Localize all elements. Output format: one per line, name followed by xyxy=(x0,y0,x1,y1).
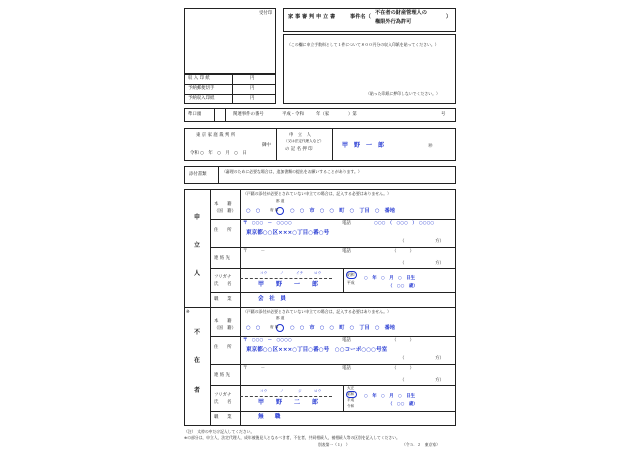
absentee-side-1: 不 xyxy=(194,329,201,336)
absentee-kokuseki-label: （国 籍） xyxy=(214,326,236,331)
related-case-label: 関連事件の番号 xyxy=(233,112,264,117)
applicant-address-label: 住 所 xyxy=(214,228,232,233)
footer-note-2: ※の部分は，申立人，法定代理人，成年被後見人となるべき者，不在者，共同相続人，被相続人等の区別を記入してください。 xyxy=(184,435,400,440)
applicant-furigana-2: ノ xyxy=(280,271,284,275)
court-onchu: 御中 xyxy=(262,143,271,148)
related-case-number: 号 xyxy=(441,112,446,117)
applicant-side-2: 立 xyxy=(194,242,201,249)
applicant-contact-postal: 〒 － xyxy=(243,249,265,254)
absentee-honseki-addr: ○ ○ 市 ○ ○ 町 ○ 丁目 ○ 番地 xyxy=(290,325,395,331)
case-name-close: ） xyxy=(446,14,452,20)
absentee-phone-paren: （ ） xyxy=(392,338,414,343)
applicant-honseki-value: ○ ○ xyxy=(246,208,261,214)
absentee-side-2: 在 xyxy=(194,357,201,364)
applicant-furigana-1: コウ xyxy=(260,271,268,275)
applicant-furigana-label: フリガナ xyxy=(214,275,232,280)
applicant-todo: 都 道 xyxy=(276,199,285,203)
revenue-stamp-note: （この欄に申立手数料として１件について８００円分の収入印紙を貼ってください。） xyxy=(287,42,439,47)
absentee-address-label: 住 所 xyxy=(214,345,232,350)
absentee-occupation-value: 無 職 xyxy=(258,414,281,420)
absentee-furigana-4: ロウ xyxy=(314,389,322,393)
applicant-occupation-value: 会 社 員 xyxy=(258,296,286,302)
absentee-contact-phone-label: 電話 xyxy=(342,366,351,371)
fee-label-stamp: 収 入 印 紙 xyxy=(188,76,210,81)
absentee-furigana-label: フリガナ xyxy=(214,393,232,398)
applicant-honseki-label: 本 籍 xyxy=(214,202,232,207)
filing-date: 令和 ○ 年 ○ 月 ○ 日 xyxy=(190,151,247,156)
applicant-occupation-label: 職 業 xyxy=(214,297,232,302)
absentee-phone-label: 電話 xyxy=(342,338,351,343)
applicant-name-label: 氏 名 xyxy=(214,282,232,287)
related-case-paren: ）第 xyxy=(348,112,357,117)
applicant-furigana-3: イチ xyxy=(296,271,304,275)
absentee-age: （ ○○ 歳） xyxy=(388,402,418,407)
applicant-era-showa: 昭和 xyxy=(347,272,355,277)
applicant-contact-phone-label: 電話 xyxy=(342,249,351,254)
absentee-era-taisho: 大正 xyxy=(347,386,355,390)
case-name-label: 事件名（ xyxy=(350,14,371,20)
absentee-name-value: 甲 野 二 郎 xyxy=(258,399,319,406)
absentee-contact-label: 連 絡 先 xyxy=(214,373,230,378)
applicant-seal-name: 甲 野 一 郎 xyxy=(342,142,385,149)
applicant-seal-label1: 申 立 人 xyxy=(289,133,311,138)
applicant-name-value: 甲 野 一 郎 xyxy=(258,281,319,288)
revenue-stamp-subnote: （貼った印紙に押印しないでください。） xyxy=(366,91,440,96)
applicant-contact-label: 連 絡 先 xyxy=(214,256,230,261)
applicant-phone-label: 電話 xyxy=(342,221,351,226)
absentee-marker: ※ xyxy=(186,310,190,315)
applicant-postal: 〒 ○○○ － ○○○○ xyxy=(243,221,292,226)
absentee-honseki-note: （戸籍の添付が必要とされていない申立ての場合は，記入する必要はありません。） xyxy=(243,309,392,314)
absentee-contact-paren2: （ 方） xyxy=(400,378,444,383)
applicant-side-1: 申 xyxy=(194,214,201,221)
absentee-fuken: 府 県 xyxy=(270,325,279,329)
applicant-side-3: 人 xyxy=(194,270,201,277)
absentee-side-3: 者 xyxy=(194,387,201,394)
absentee-address-value: 東京都○○区×××○丁目○番○号 ○○コーポ○○○号室 xyxy=(246,347,388,353)
stamp-area xyxy=(184,8,276,74)
footer-note-1: （注） 太枠の中だけ記入してください。 xyxy=(184,429,255,434)
absentee-furigana-2: ノ xyxy=(280,389,284,393)
fee-unit-postage: 円 xyxy=(250,86,255,91)
verbal-label: 準口頭 xyxy=(188,112,202,117)
absentee-contact-postal: 〒 － xyxy=(243,366,265,371)
related-case-year: 年（家 xyxy=(316,112,330,117)
absentee-era-showa: 昭和 xyxy=(347,392,355,396)
absentee-birth: ○ 年 ○ 月 ○ 日生 xyxy=(364,394,416,399)
absentee-furigana-3: ジ xyxy=(298,389,302,393)
absentee-era-heisei: 平成 xyxy=(347,398,355,402)
absentee-postal: 〒 ○○○ － ○○○○ xyxy=(243,338,292,343)
applicant-kokuseki-label: （国 籍） xyxy=(214,209,236,214)
applicant-honseki-addr: ○ ○ 市 ○ ○ 町 ○ 丁目 ○ 番地 xyxy=(290,208,395,214)
attachments-note: （審理のために必要な場合は，追加書類の提出をお願いすることがあります。） xyxy=(222,169,362,174)
applicant-furigana-4: ロウ xyxy=(314,271,322,275)
applicant-fuken: 府 県 xyxy=(270,208,279,212)
applicant-phone-value: ○○○ （ ○○○ ） ○○○○ xyxy=(374,221,435,226)
applicant-contact-phone-paren: （ ） xyxy=(392,249,414,254)
applicant-seal-label2: （又は法定代理人など） xyxy=(284,139,324,143)
fee-label-prepaid: 予納収入印紙 xyxy=(188,96,215,101)
applicant-address-value: 東京都○○区×××○丁目○番○号 xyxy=(246,230,330,236)
stamp-area-label: 受付印 xyxy=(259,11,273,16)
applicant-seal-label3: の 記 名 押 印 xyxy=(285,147,313,152)
form-title: 家 事 審 判 申 立 書 xyxy=(288,14,336,20)
absentee-era-reiwa: 令和 xyxy=(347,404,355,408)
court-name: 東 京 家 庭 裁 判 所 xyxy=(196,133,236,138)
applicant-contact-paren2: （ 方） xyxy=(400,261,444,266)
fee-label-postage: 予納郵便切手 xyxy=(188,86,215,91)
fee-unit-prepaid: 円 xyxy=(250,96,255,101)
absentee-honseki-value: ○ ○ xyxy=(246,325,261,331)
case-name-line2: 権限外行為許可 xyxy=(375,19,412,25)
attachments-label: 添付書類 xyxy=(189,172,207,177)
case-name-line1: 不在者の財産管理人の xyxy=(375,10,427,16)
absentee-contact-phone-paren: （ ） xyxy=(392,366,414,371)
related-case-era: 平成・令和 xyxy=(282,112,304,117)
applicant-honseki-note: （戸籍の添付が必要とされていない申立ての場合は，記入する必要はありません。） xyxy=(243,191,392,196)
absentee-occupation-label: 職 業 xyxy=(214,415,232,420)
footer-form-no: 別表第一（１/ ） xyxy=(318,442,350,447)
footer-form-code: （令５．２ 東京家） xyxy=(402,442,440,447)
applicant-birth: ○ 年 ○ 月 ○ 日生 xyxy=(364,276,416,281)
applicant-address-paren: （ 方） xyxy=(400,239,444,244)
absentee-address-paren: （ 方） xyxy=(400,356,444,361)
seal-mark: ㊞ xyxy=(428,144,433,149)
fee-unit-stamp: 円 xyxy=(250,76,255,81)
applicant-era-heisei: 平成 xyxy=(347,280,355,285)
absentee-todo: 都 道 xyxy=(276,316,285,320)
absentee-honseki-label: 本 籍 xyxy=(214,319,232,324)
absentee-name-label: 氏 名 xyxy=(214,400,232,405)
applicant-age: （ ○○ 歳） xyxy=(388,284,418,289)
absentee-furigana-1: コウ xyxy=(260,389,268,393)
